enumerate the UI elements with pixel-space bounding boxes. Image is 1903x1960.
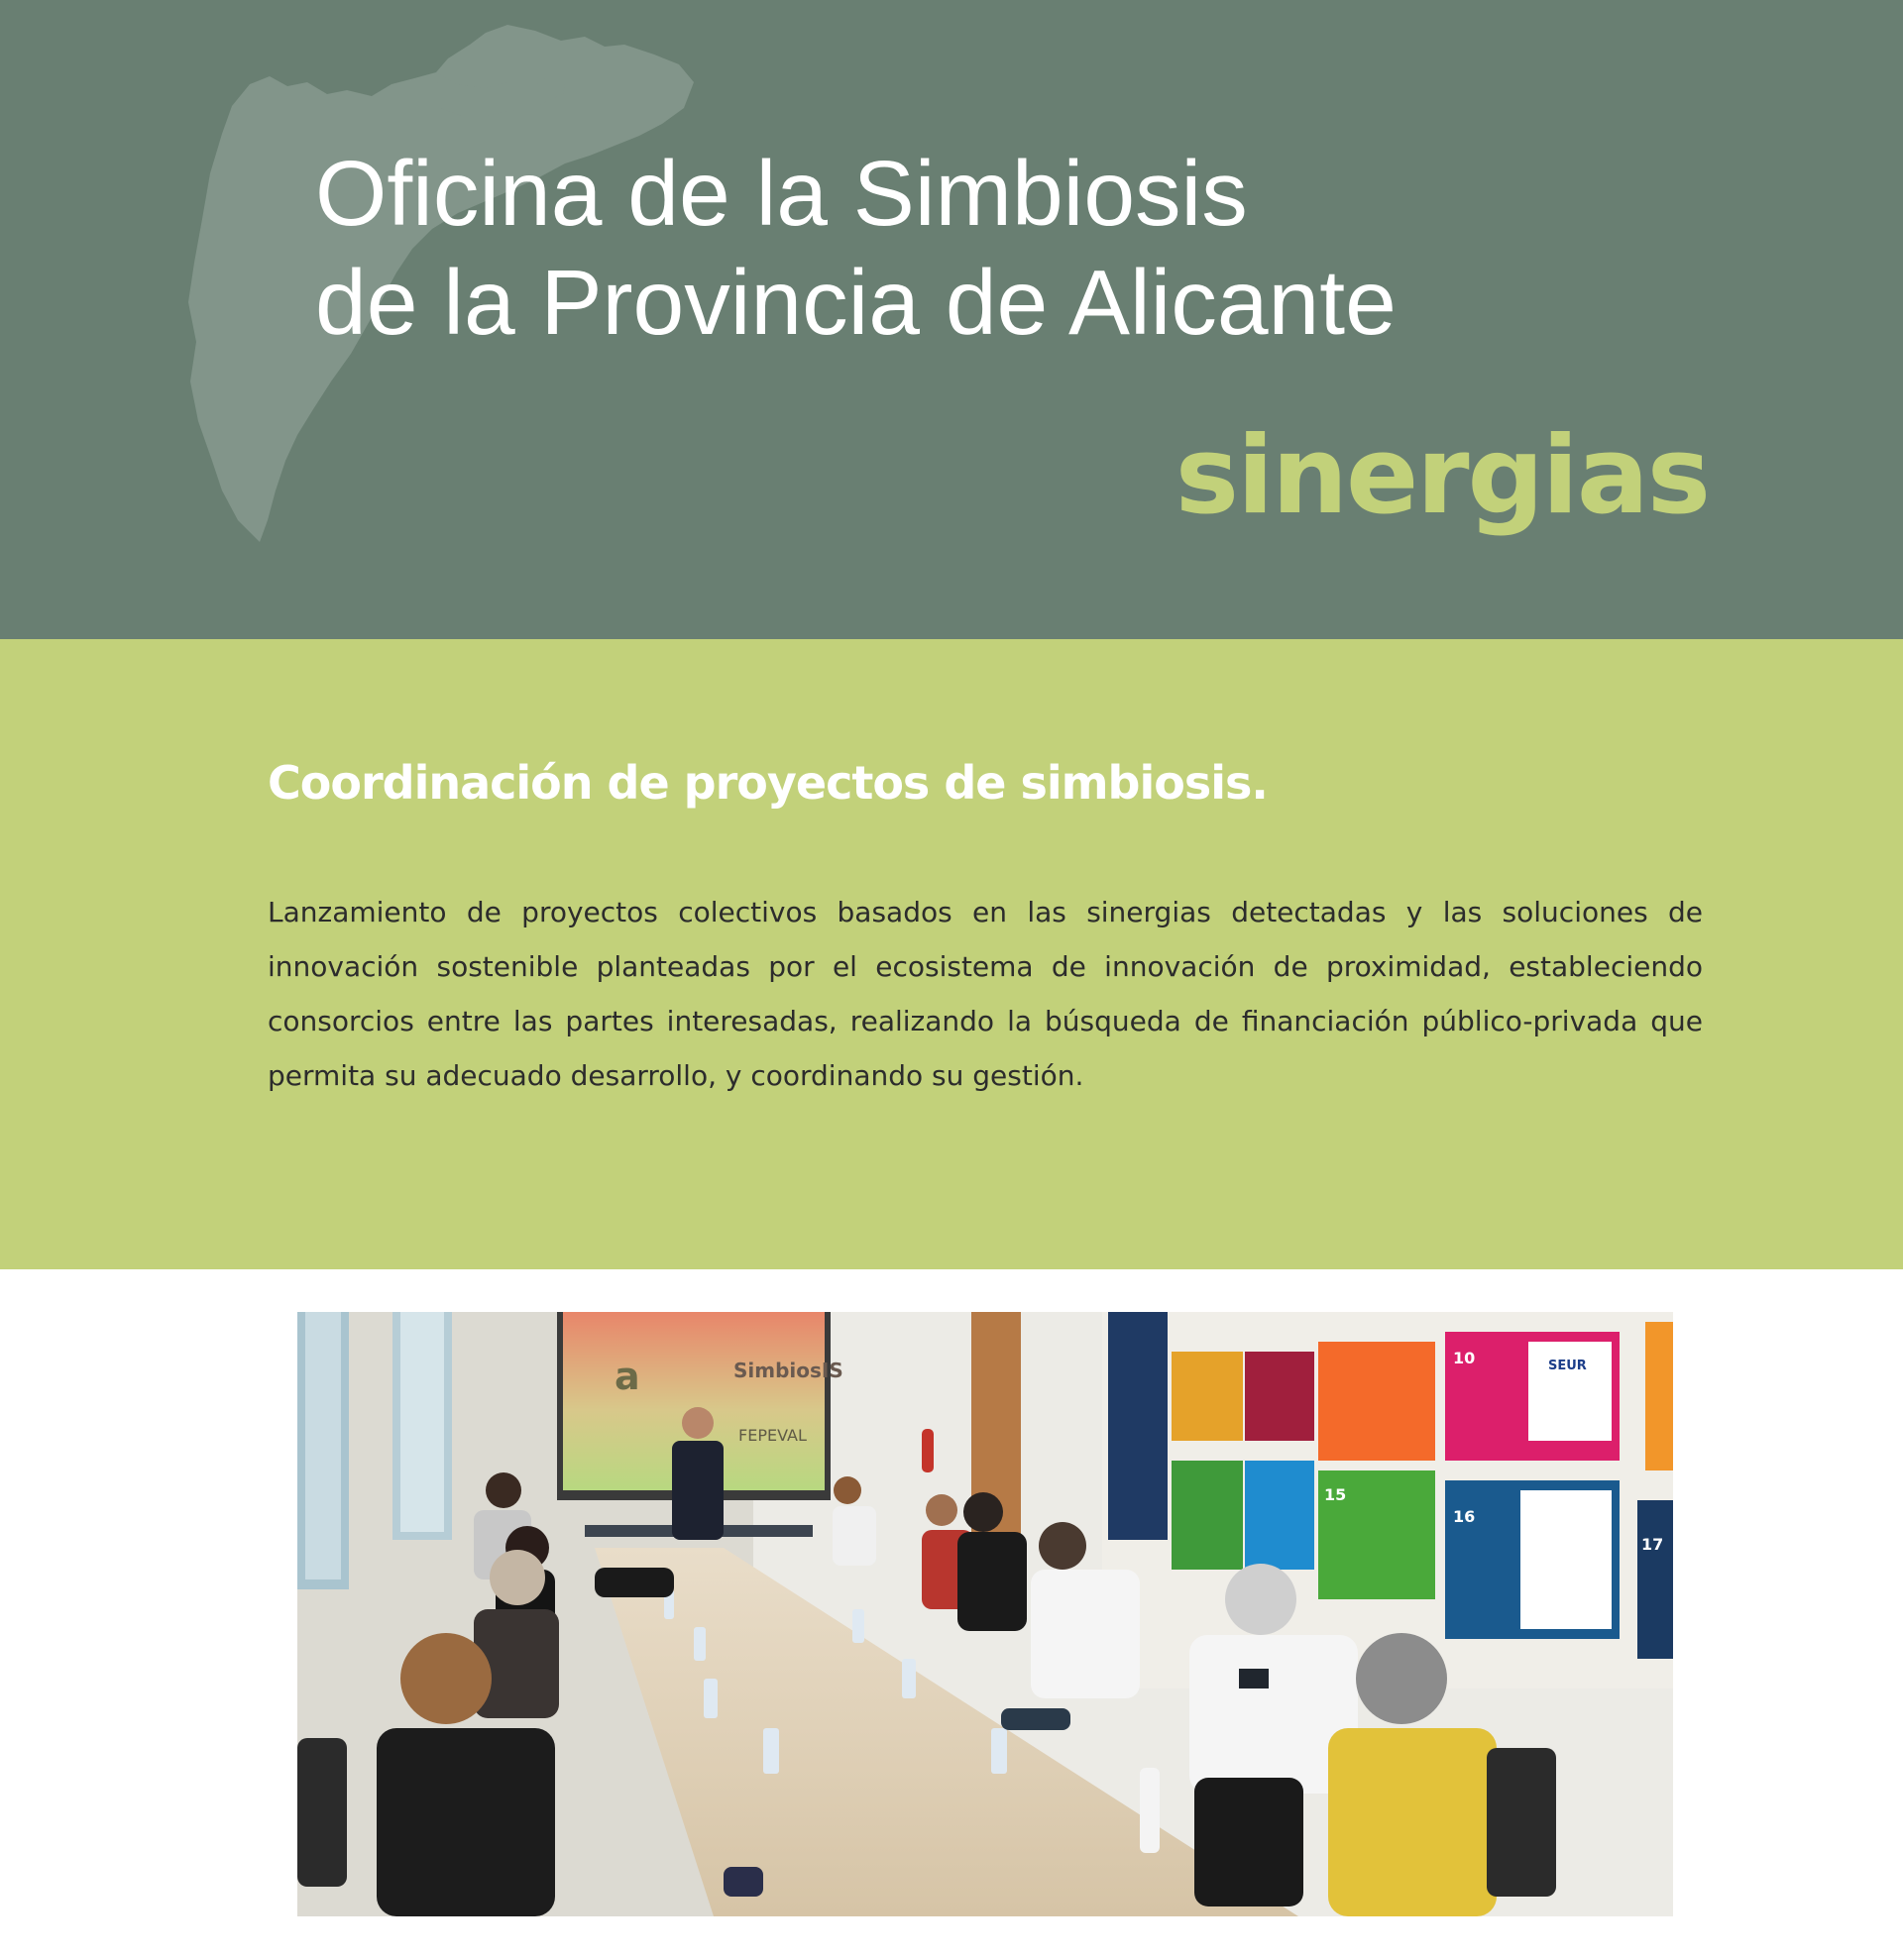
screen-partner: FEPEVAL <box>738 1426 807 1445</box>
title-line-2: de la Provincia de Alicante <box>315 251 1397 354</box>
poster-brand-seur: SEUR <box>1548 1359 1587 1373</box>
brand-wordmark: sinergias <box>1175 414 1709 538</box>
content-section <box>0 639 1903 1269</box>
meeting-photo <box>297 1312 1673 1916</box>
screen-brand: SimbiosIS <box>733 1359 843 1382</box>
poster-17-number: 17 <box>1641 1535 1664 1554</box>
section-body: Lanzamiento de proyectos colectivos basados en las sinergias detectadas y las soluciones de innovación sostenible planteadas por el ecosistema de innovación de proximidad, estableciendo consorcios entre las partes interesadas, realizando la búsqueda de financiación público-privada que permita su adecuado desarrollo, y coordinando su gestión. <box>268 896 1703 1092</box>
poster-10-number: 10 <box>1453 1349 1476 1367</box>
poster-16-number: 16 <box>1453 1507 1476 1526</box>
screen-logo: a <box>615 1355 640 1398</box>
section-heading: Coordinación de proyectos de simbiosis. <box>268 756 1268 810</box>
page-title <box>315 139 1397 357</box>
poster-15-number: 15 <box>1324 1485 1347 1504</box>
header-banner <box>0 0 1903 639</box>
title-line-1: Oficina de la Simbiosis <box>315 142 1248 245</box>
